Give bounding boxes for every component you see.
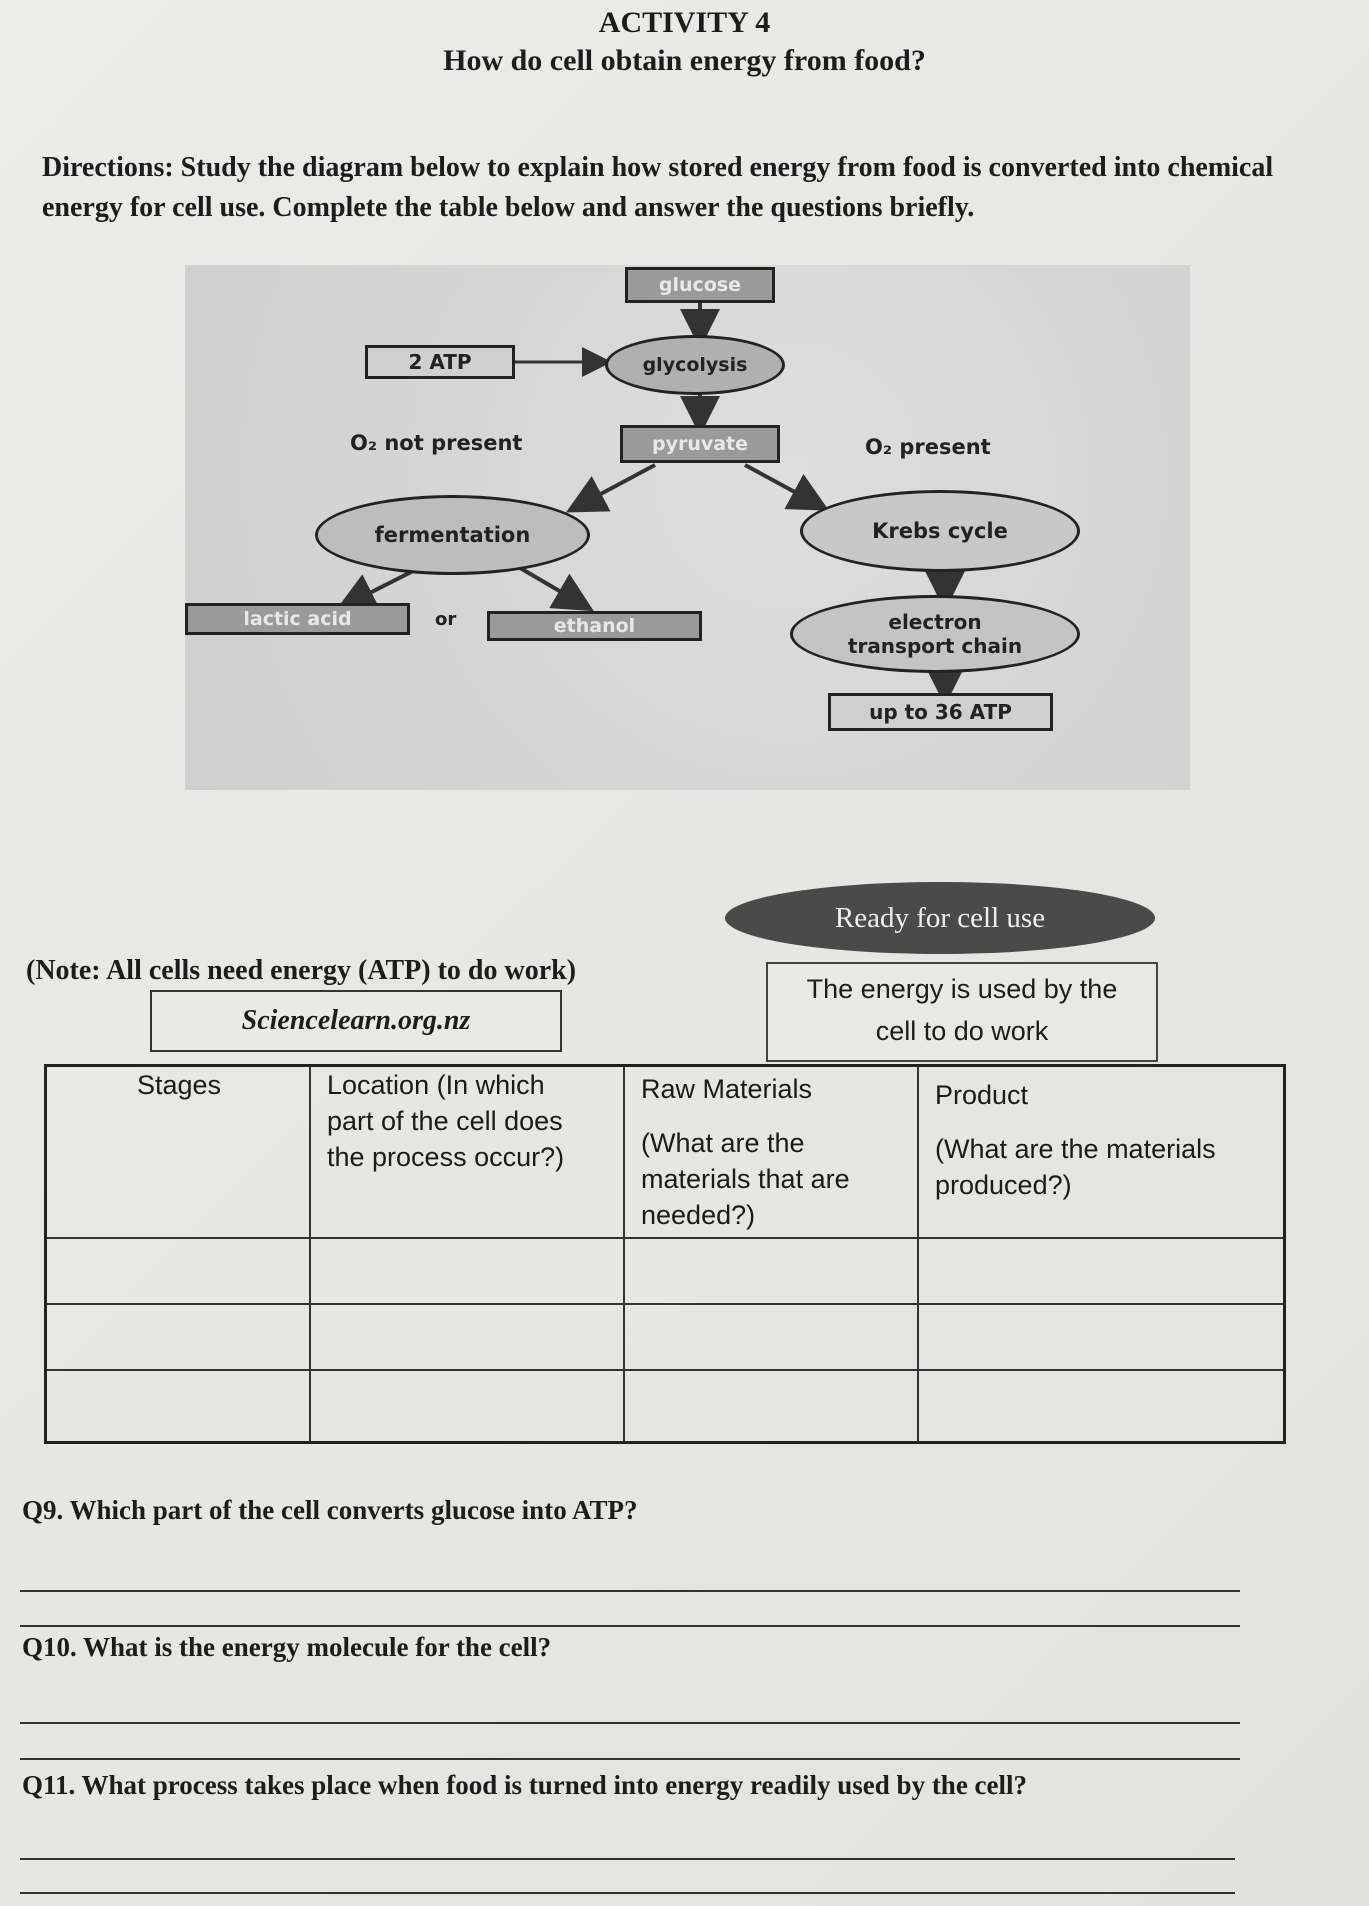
- electron-transport-chain-ellipse: [790, 595, 1080, 673]
- glucose-box: glucose: [625, 267, 775, 303]
- table-cell-location[interactable]: [311, 1305, 623, 1369]
- ready-for-cell-use-oval: Ready for cell use: [725, 882, 1155, 954]
- main-question: How do cell obtain energy from food?: [443, 44, 926, 77]
- answer-line-q10[interactable]: [20, 1758, 1240, 1760]
- or-label: or: [435, 609, 457, 630]
- lactic-acid-box: lactic acid: [185, 603, 410, 635]
- header-product: [935, 1077, 1216, 1203]
- table-cell-location[interactable]: [311, 1371, 623, 1441]
- krebs-cycle-ellipse: Krebs cycle: [800, 490, 1080, 572]
- header-location-line3: the process occur?): [327, 1142, 565, 1172]
- energy-use-box: [766, 962, 1158, 1062]
- header-raw-line2: (What are the: [641, 1128, 805, 1158]
- glycolysis-ellipse: glycolysis: [605, 335, 785, 395]
- pyruvate-box: pyruvate: [620, 425, 780, 463]
- header-location-line1: Location (In which: [327, 1070, 545, 1100]
- table-cell-product[interactable]: [919, 1371, 1283, 1441]
- question-11: Q11. What process takes place when food is turned into energy readily used by the cell?: [22, 1770, 1028, 1800]
- answer-line-q11[interactable]: [20, 1892, 1235, 1894]
- table-cell-raw[interactable]: [625, 1371, 917, 1441]
- note-text: (Note: All cells need energy (ATP) to do work): [26, 955, 577, 986]
- table-cell-stage[interactable]: [47, 1239, 309, 1303]
- o2-not-present-label: O₂ not present: [350, 431, 523, 455]
- header-raw-line3: materials that are: [641, 1164, 850, 1194]
- etc-label-line2: transport chain: [847, 634, 1023, 658]
- header-location: [327, 1067, 564, 1175]
- question-10: Q10. What is the energy molecule for the cell?: [22, 1632, 552, 1662]
- fermentation-ellipse: fermentation: [315, 495, 590, 575]
- table-cell-location[interactable]: [311, 1239, 623, 1303]
- energy-box-line2: cell to do work: [875, 1016, 1049, 1046]
- ethanol-box: ethanol: [487, 611, 702, 641]
- source-label: Sciencelearn.org.nz: [150, 990, 562, 1052]
- answer-line-q11[interactable]: [20, 1858, 1235, 1860]
- stages-table: [44, 1064, 1286, 1444]
- activity-title: ACTIVITY 4: [598, 6, 771, 39]
- header-location-line2: part of the cell does: [327, 1106, 563, 1136]
- table-cell-product[interactable]: [919, 1305, 1283, 1369]
- header-stages: Stages: [137, 1070, 222, 1100]
- header-raw-line4: needed?): [641, 1200, 756, 1230]
- energy-box-line1: The energy is used by the: [806, 974, 1118, 1004]
- o2-present-label: O₂ present: [865, 435, 991, 459]
- arrow-pyruvate-fermentation: [580, 465, 655, 505]
- table-cell-stage[interactable]: [47, 1305, 309, 1369]
- arrow-pyruvate-krebs: [745, 465, 815, 503]
- table-cell-raw[interactable]: [625, 1239, 917, 1303]
- question-9: Q9. Which part of the cell converts glucose into ATP?: [22, 1495, 638, 1525]
- directions-text: Directions: Study the diagram below to explain how stored energy from food is converted into chemical energy for cell use. Complete the table below and answer the questions briefly.: [42, 152, 1274, 223]
- atp-2-box: 2 ATP: [365, 345, 515, 379]
- header-product-line2: (What are the materials: [935, 1134, 1216, 1164]
- header-product-line3: produced?): [935, 1170, 1072, 1200]
- header-raw-materials: [641, 1071, 850, 1233]
- header-product-line1: Product: [935, 1080, 1029, 1110]
- table-cell-raw[interactable]: [625, 1305, 917, 1369]
- etc-label-line1: electron: [888, 610, 982, 634]
- answer-line-q9[interactable]: [20, 1625, 1240, 1627]
- header-raw-line1: Raw Materials: [641, 1074, 813, 1104]
- arrow-fermentation-ethanol: [515, 565, 580, 603]
- answer-line-q10[interactable]: [20, 1722, 1240, 1724]
- answer-line-q9[interactable]: [20, 1590, 1240, 1592]
- table-cell-product[interactable]: [919, 1239, 1283, 1303]
- respiration-diagram: [185, 265, 1190, 790]
- table-cell-stage[interactable]: [47, 1371, 309, 1441]
- atp-36-box: up to 36 ATP: [828, 693, 1053, 731]
